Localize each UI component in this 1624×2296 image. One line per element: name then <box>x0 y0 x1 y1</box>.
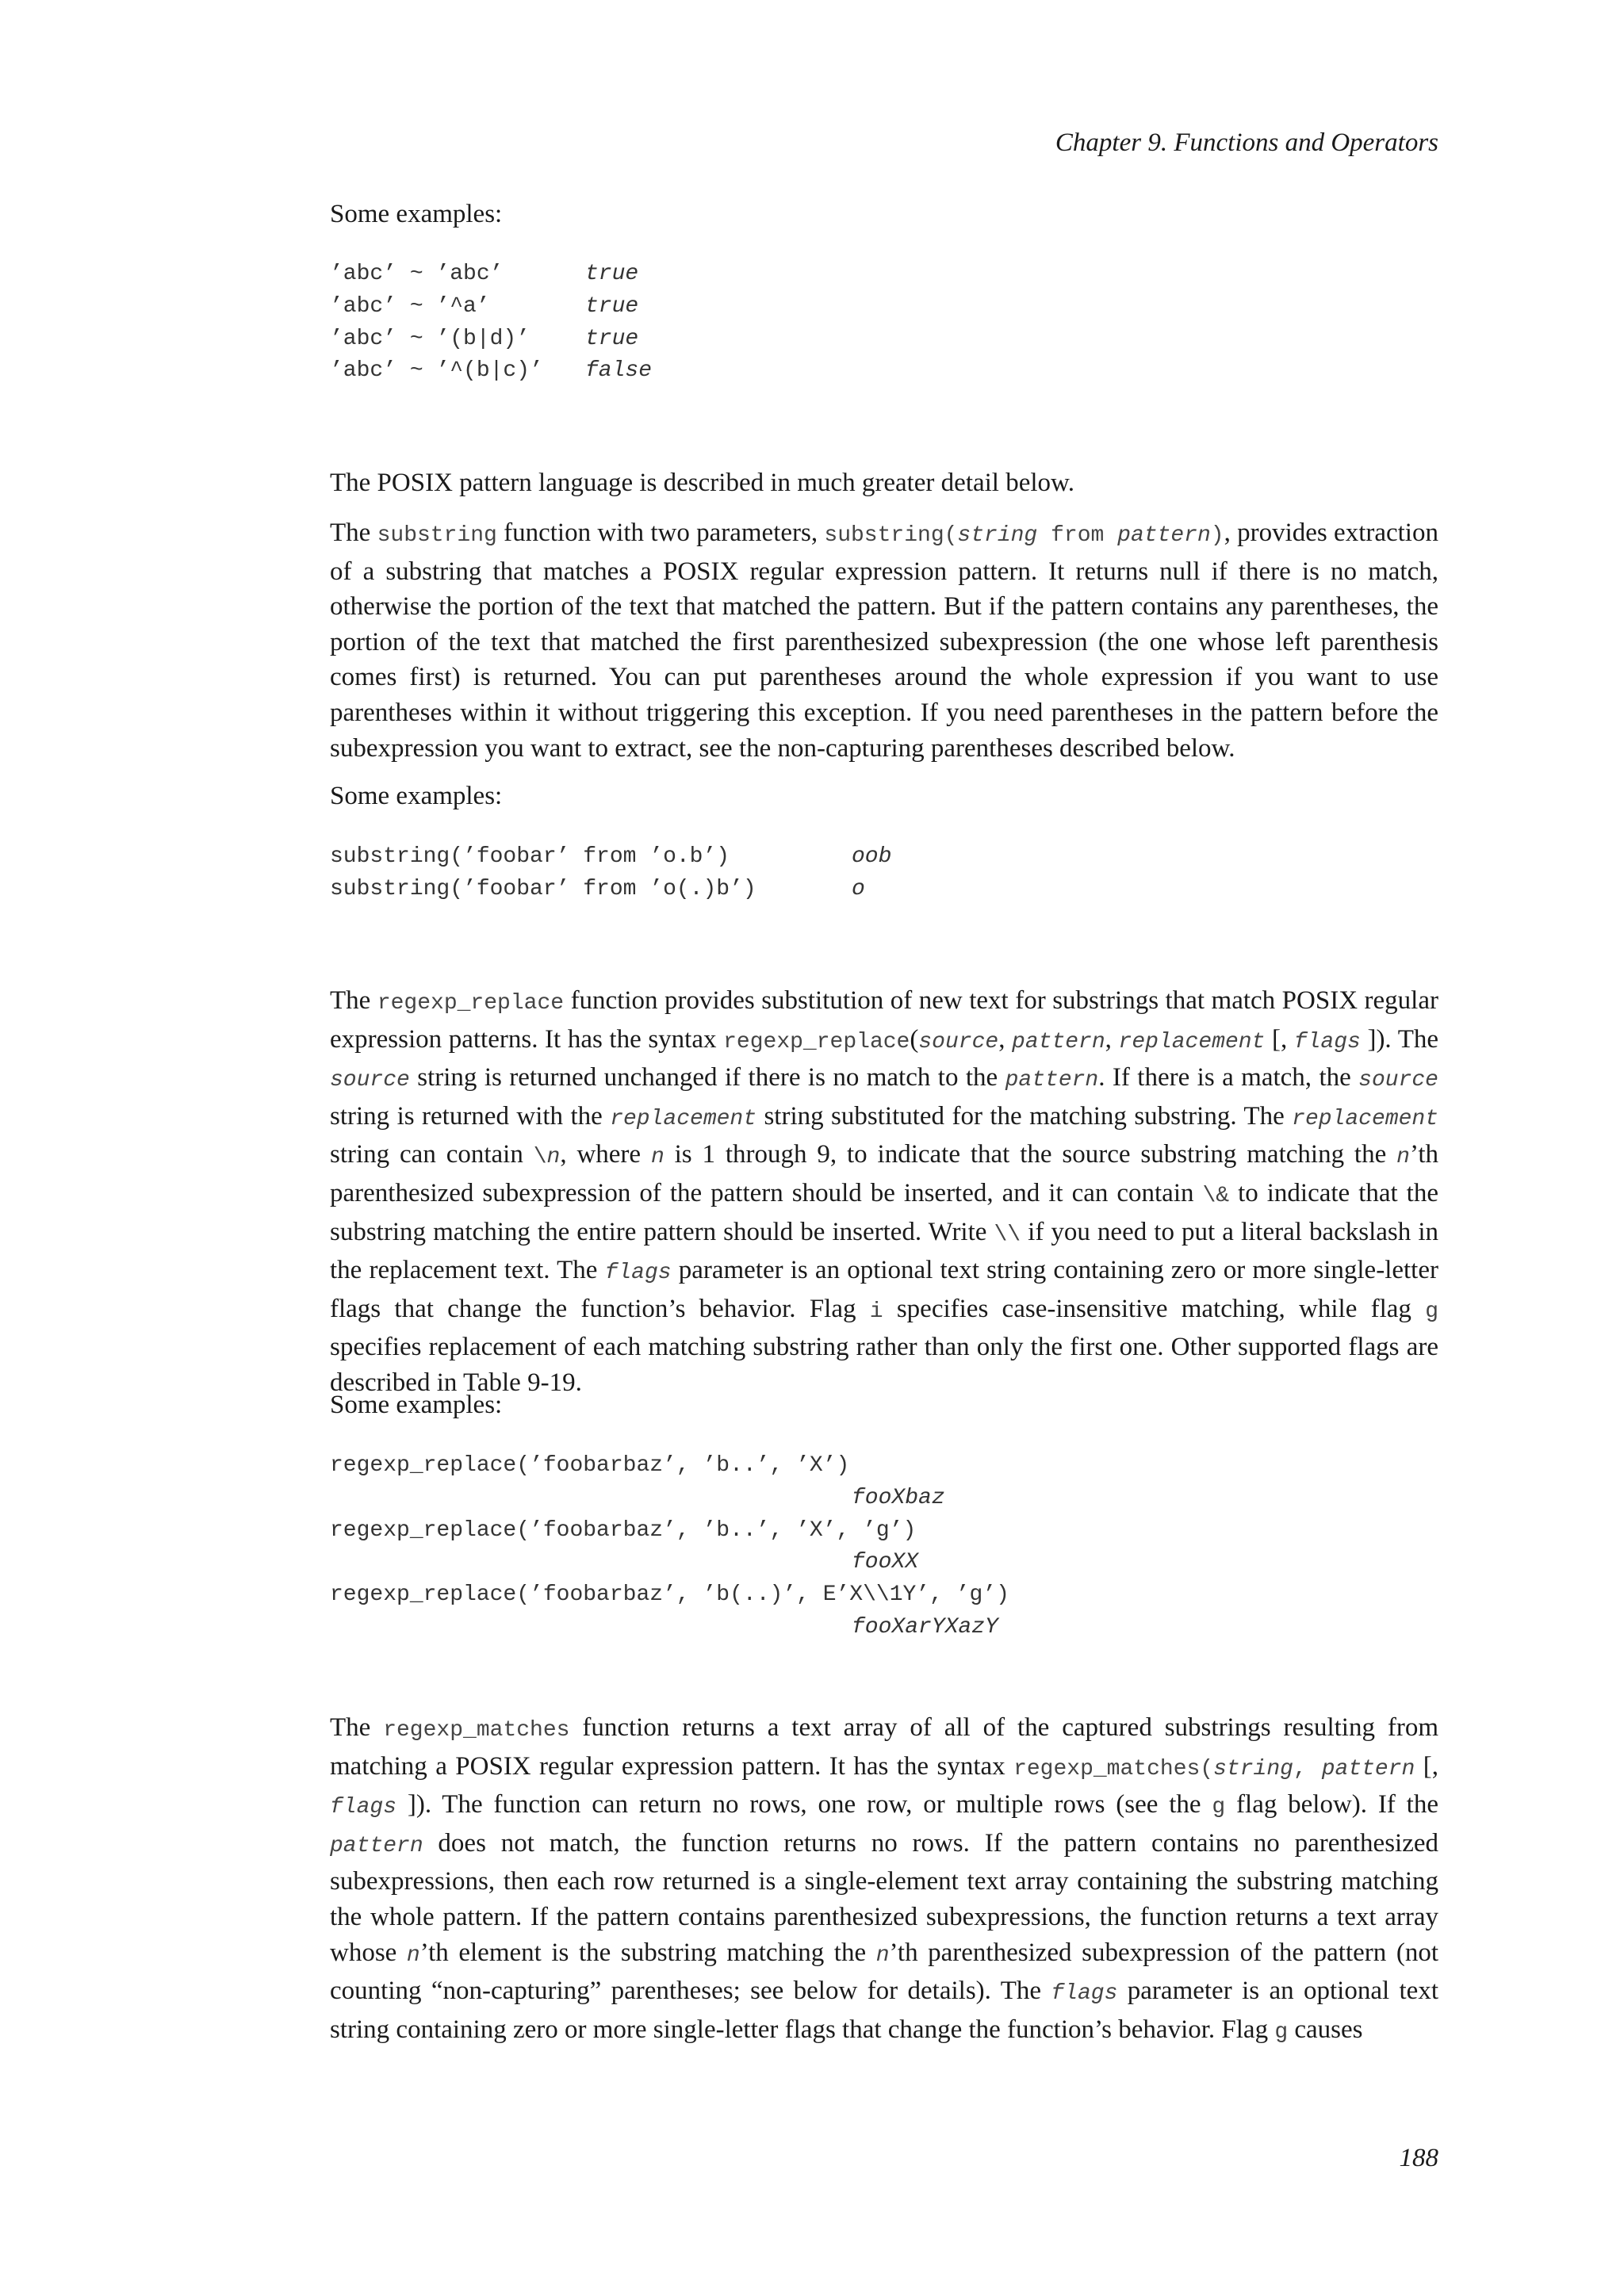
code-row <box>330 291 639 323</box>
code-expr: ’abc’ ~ ’^a’ <box>330 293 490 319</box>
examples-intro-3: Some examples: <box>330 1391 503 1419</box>
code-result: true <box>585 262 639 286</box>
code-expr: ’abc’ ~ ’abc’ <box>330 262 504 286</box>
examples-intro-1: Some examples: <box>330 200 503 228</box>
code-row <box>330 355 653 388</box>
code-expr: substring(’foobar’ from ’o.b’) <box>330 844 730 869</box>
code-expr: ’abc’ ~ ’^(b|c)’ <box>330 358 543 384</box>
code-row <box>330 874 865 906</box>
code-row <box>330 1547 1009 1579</box>
regexp-replace-paragraph: The regexp_replace function provides substitution of new text for substrings that match POSIX regular expression patterns. It has the syntax regexp_replace(source, pattern, replacement [, flags ]). The source string is returned unchanged if there is no match to the pattern. If there is a match, the source string is returned with the replacement string substituted for the matching substring. The replacement string can contain \n, where n is 1 through 9, to indicate that the source substring matching the n’th parenthesized subexpression of the pattern should be inserted, and it can contain \& to indicate that the substring matching the entire pattern should be inserted. Write \\ if you need to put a literal backslash in the replacement text. The flags parameter is an optional text string containing zero or more single-letter flags that change the function’s behavior. Flag i specifies case-insensitive matching, while flag g specifies replacement of each matching substring rather than only the first one. Other supported flags are described in Table 9-19. <box>330 986 1439 1397</box>
code-result: false <box>585 358 653 384</box>
code-row <box>330 1450 1009 1483</box>
code-result: fooXbaz <box>852 1485 945 1510</box>
code-row <box>330 323 639 356</box>
code-example-2 <box>330 841 892 906</box>
running-header: Chapter 9. Functions and Operators <box>1055 128 1438 157</box>
code-result: true <box>585 326 639 351</box>
examples-intro-2: Some examples: <box>330 782 503 810</box>
code-result: o <box>852 876 865 901</box>
code-row <box>330 841 892 874</box>
code-row <box>330 258 639 291</box>
substring-paragraph: The substring function with two parameters, substring(string from pattern), provides extraction of a substring that matches a POSIX regular expression pattern. It returns null if there is no match, otherwise the portion of the text that matched the pattern. But if the pattern contains any parentheses, the portion of the text that matched the first parenthesized subexpression (the one whose left parenthesis comes first) is returned. You can put parentheses around the whole expression if you want to use parentheses within it without triggering this exception. If you need parentheses in the pattern before the subexpression you want to extract, see the non-capturing parentheses described below. <box>330 519 1438 763</box>
regexp-matches-paragraph: The regexp_matches function returns a text array of all of the captured substrings resulting from matching a POSIX regular expression pattern. It has the syntax regexp_matches(string, pattern [, flags ]). The function can return no rows, one row, or multiple rows (see the g flag below). If the pattern does not match, the function returns no rows. If the pattern contains no parenthesized subexpressions, then each row returned is a single-element text array containing the substring matching the whole pattern. If the pattern contains parenthesized subexpressions, the function returns a text array whose n’th element is the substring matching the n’th parenthesized subexpression of the pattern (not counting “non-capturing” parentheses; see below for details). The flags parameter is an optional text string containing zero or more single-letter flags that change the function’s behavior. Flag g causes <box>330 1713 1439 2045</box>
code-expr: regexp_replace(’foobarbaz’, ’b(..)’, E’X\\1Y’, ’g’) <box>330 1582 1009 1608</box>
code-result: oob <box>852 844 892 869</box>
code-row <box>330 1579 1009 1612</box>
code-expr: regexp_replace(’foobarbaz’, ’b..’, ’X’, ’g’) <box>330 1517 917 1543</box>
code-row <box>330 1483 1009 1515</box>
posix-note-paragraph: The POSIX pattern language is described in much greater detail below. <box>330 469 1074 497</box>
inline-code: regexp_matches <box>383 1718 570 1743</box>
code-result: fooXX <box>852 1550 919 1575</box>
code-expr: ’abc’ ~ ’(b|d)’ <box>330 326 530 351</box>
code-expr: substring(’foobar’ from ’o(.)b’) <box>330 876 756 901</box>
code-result: true <box>585 293 639 319</box>
code-result: fooXarYXazY <box>852 1614 998 1640</box>
code-example-3 <box>330 1450 1009 1644</box>
inline-code: substring <box>377 523 497 548</box>
code-expr: regexp_replace(’foobarbaz’, ’b..’, ’X’) <box>330 1453 850 1478</box>
page-number: 188 <box>1399 2144 1438 2172</box>
code-row <box>330 1612 1009 1644</box>
inline-code: regexp_replace <box>377 991 565 1016</box>
code-example-1 <box>330 258 653 388</box>
code-row <box>330 1515 1009 1548</box>
